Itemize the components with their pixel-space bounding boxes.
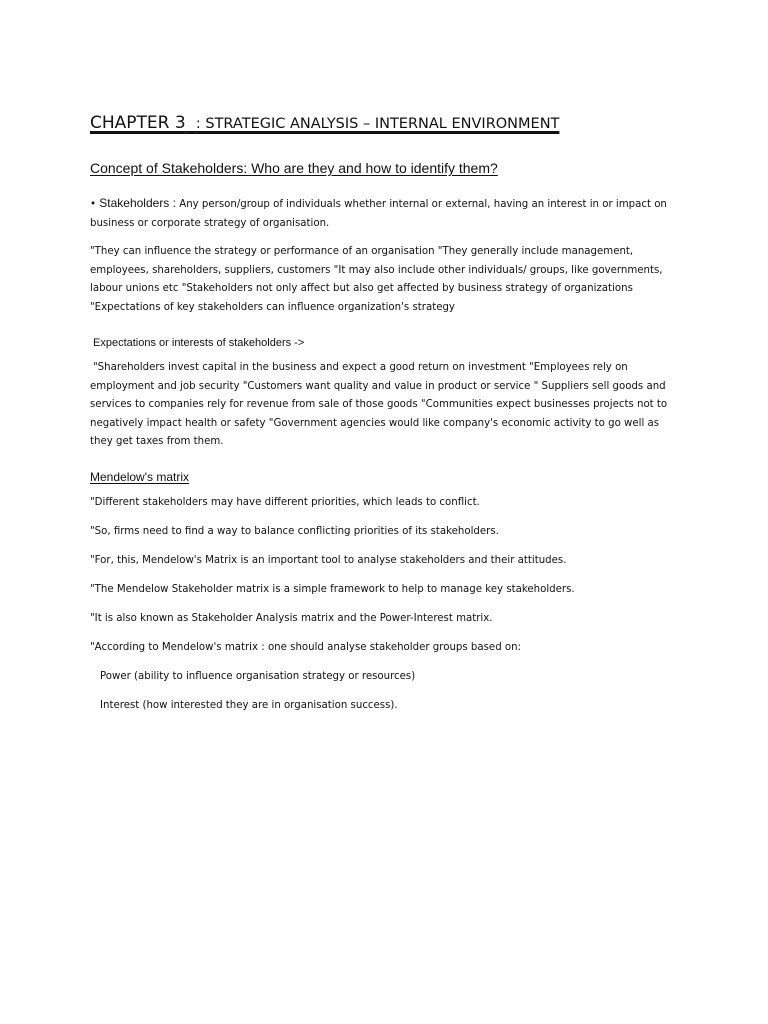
bullet-icon: • (90, 199, 97, 210)
mendelow-title: Mendelow's matrix (90, 469, 189, 484)
chapter-number: CHAPTER 3 (90, 113, 186, 133)
stakeholders-points: "They can influence the strategy or performance of an organisation "They generally include management, employees, shareholders, suppliers, customers "It may also include other individuals/ groups, like governments, labour unions etc "Stakeholders not only affect but also get affected by business strategy of organizations "Expectations of key stakeholders can influence organization's strategy (90, 246, 663, 313)
stakeholders-definition-text: Any person/group of individuals whether internal or external, having an interest in or impact on business or corporate strategy of organisation. (90, 199, 667, 229)
expectations-text: "Shareholders invest capital in the business and expect a good return on investment "Employees rely on employment and job security "Customers want quality and value in product or service " Suppliers sell goods and services to companies rely for revenue from sale of those goods "Communities expect businesses projects not to negatively impact health or safety "Government agencies would like company's economic activity to go well as they get taxes from them. (90, 362, 668, 447)
chapter-subtitle: : STRATEGIC ANALYSIS – INTERNAL ENVIRONMENT (195, 116, 560, 132)
stakeholders-label: Stakeholders : (99, 196, 176, 210)
mendelow-point: "It is also known as Stakeholder Analysis matrix and the Power-Interest matrix. (90, 612, 493, 624)
concept-heading: Concept of Stakeholders: Who are they and how to identify them? (90, 160, 498, 176)
mendelow-point: "According to Mendelow's matrix : one should analyse stakeholder groups based on: (90, 641, 522, 653)
mendelow-points (90, 488, 680, 720)
document-page (90, 98, 680, 720)
mendelow-point: "Different stakeholders may have different priorities, which leads to conflict. (90, 496, 480, 508)
mendelow-criterion-power: Power (ability to influence organisation strategy or resources) (100, 670, 416, 682)
mendelow-criterion-interest: Interest (how interested they are in organisation success). (100, 699, 398, 711)
expectations-heading: Expectations or interests of stakeholders -> (93, 337, 305, 349)
mendelow-point: "For, this, Mendelow's Matrix is an important tool to analyse stakeholders and their attitudes. (90, 554, 567, 566)
mendelow-point: "So, firms need to find a way to balance conflicting priorities of its stakeholders. (90, 525, 499, 537)
stakeholders-definition (90, 194, 680, 233)
mendelow-point: "The Mendelow Stakeholder matrix is a simple framework to help to manage key stakeholders. (90, 583, 575, 595)
chapter-title (90, 98, 680, 136)
